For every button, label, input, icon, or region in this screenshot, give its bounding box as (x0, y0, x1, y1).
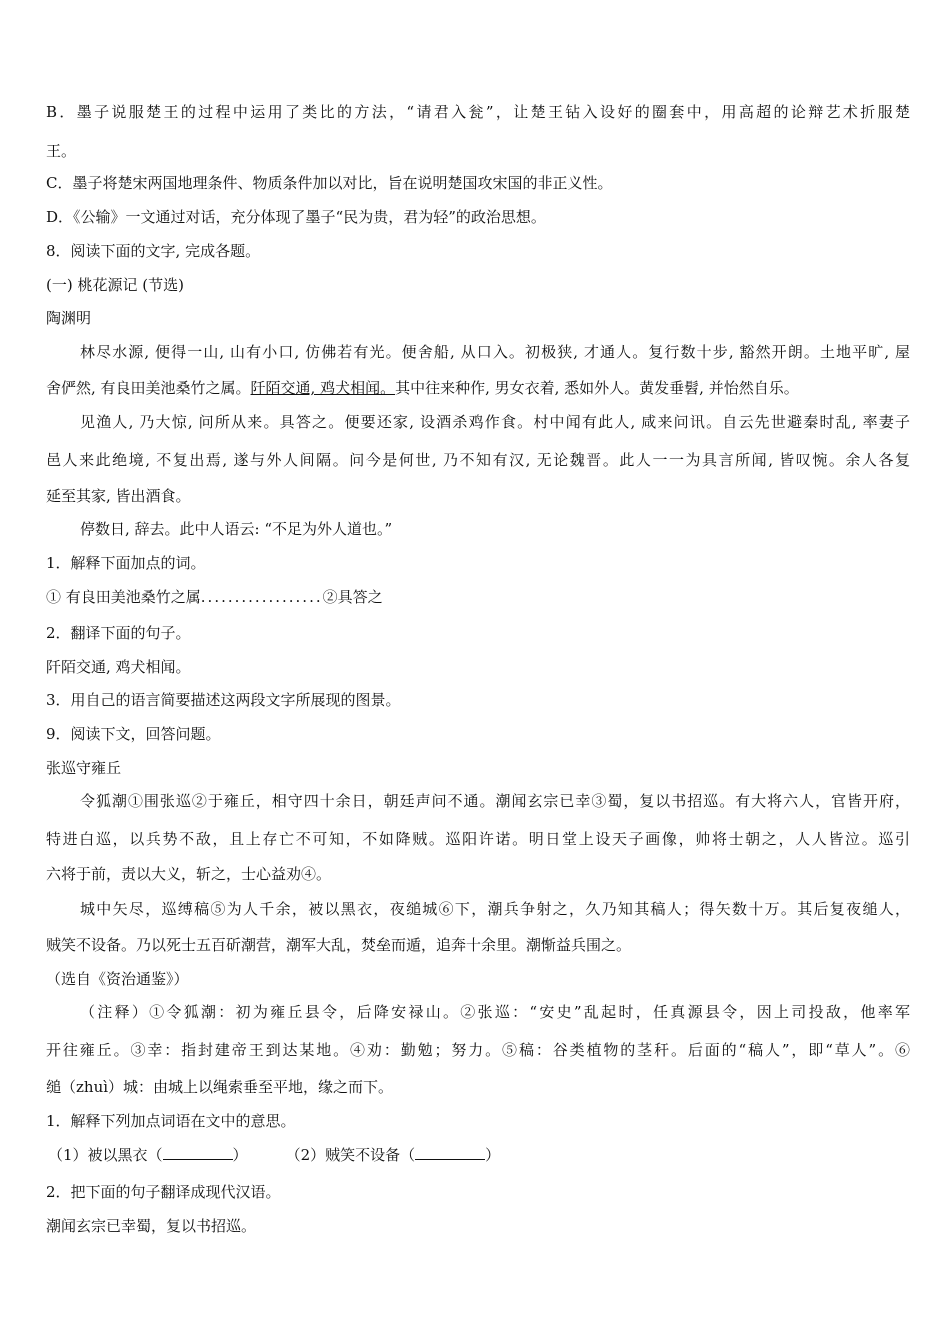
q7-option-b-line1: B．墨子说服楚王的过程中运用了类比的方法，“请君入瓮”，让楚王钻入设好的圈套中，用高超的论辩艺术折服楚 (46, 103, 910, 121)
q9-sub2: 2．把下面的句子翻译成现代汉语。 (46, 1183, 281, 1201)
q9-p1-line1: 令狐潮①围张巡②于雍丘，相守四十余日，朝廷声问不通。潮闻玄宗已幸③蜀，复以书招巡。有大将六人，官皆开府， (80, 792, 910, 810)
q9-notes-line1: （注释）①令狐潮：初为雍丘县令，后降安禄山。②张巡：“安史”乱起时，任真源县令，因上司投敌，他率军 (80, 1003, 910, 1021)
q9-sub1-item2-pre: （2）贼笑不设备（ (285, 1146, 416, 1164)
q9-sub2-sentence: 潮闻玄宗已幸蜀，复以书招巡。 (46, 1217, 257, 1235)
q9-notes-line2: 开往雍丘。③幸：指封建帝王到达某地。④劝：勤勉；努力。⑤稿：谷类植物的茎秆。后面的“稿人”，即“草人”。⑥ (46, 1041, 910, 1059)
q9-source: （选自《资治通鉴》） (46, 970, 189, 988)
q9-p2-line2: 贼笑不设备。乃以死士五百斫潮营，潮军大乱，焚垒而遁，追奔十余里。潮惭益兵围之。 (46, 936, 632, 954)
q8-stem: 8．阅读下面的文字, 完成各题。 (46, 242, 261, 260)
q9-stem: 9．阅读下文，回答问题。 (46, 725, 221, 743)
q9-sub1-item1-post: ） (232, 1146, 248, 1164)
q8-sub3: 3．用自己的语言简要描述这两段文字所展现的图景。 (46, 691, 401, 709)
q8-p1-line2-post: 其中往来种作, 男女衣着, 悉如外人。黄发垂髫, 并怡然自乐。 (395, 379, 799, 397)
q9-p2-line1: 城中矢尽，巡缚稿⑤为人千余，被以黑衣，夜缒城⑥下，潮兵争射之，久乃知其稿人；得矢数十万。其后复夜缒人， (80, 900, 910, 918)
q9-sub1-items (48, 1145, 910, 1165)
q9-sub1-item2-post: ） (485, 1146, 501, 1164)
q8-p1-line2 (46, 378, 910, 398)
q9-p1-line2: 特进白巡，以兵势不敌，且上存亡不可知，不如降贼。巡阳许诺。明日堂上设天子画像，帅将士朝之，人人皆泣。巡引 (46, 830, 910, 848)
q8-p1-line2-pre: 舍俨然, 有良田美池桑竹之属。 (46, 379, 251, 397)
q7-option-d: D．《公输》一文通过对话，充分体现了墨子“民为贵，君为轻”的政治思想。 (46, 208, 546, 226)
q8-section-title: (一) 桃花源记 (节选) (46, 276, 184, 294)
q8-sub2-sentence: 阡陌交通, 鸡犬相闻。 (46, 658, 191, 676)
q9-sub1-item1-blank[interactable] (163, 1145, 233, 1160)
q8-p1-line1: 林尽水源, 便得一山, 山有小口, 仿佛若有光。便舍船, 从口入。初极狭, 才通人。复行数十步, 豁然开朗。土地平旷, 屋 (80, 343, 910, 361)
q8-p2-line1: 见渔人, 乃大惊, 问所从来。具答之。便要还家, 设酒杀鸡作食。村中闻有此人, 咸来问讯。自云先世避秦时乱, 率妻子 (80, 413, 910, 431)
q9-p1-line3: 六将于前，责以大义，斩之，士心益劝④。 (46, 865, 332, 883)
q9-title: 张巡守雍丘 (46, 759, 122, 777)
q9-notes-line3: 缒（zhuì）城：由城上以绳索垂至平地，缘之而下。 (46, 1078, 394, 1096)
q8-sub1-item1: ① 有良田美池桑竹之属 (46, 588, 201, 606)
q8-p2-line3: 延至其家, 皆出酒食。 (46, 487, 191, 505)
q7-option-c: C．墨子将楚宋两国地理条件、物质条件加以对比，旨在说明楚国攻宋国的非正义性。 (46, 174, 613, 192)
q8-sub2: 2．翻译下面的句子。 (46, 624, 191, 642)
q8-sub1-item2: ②具答之 (322, 588, 383, 606)
q9-sub1: 1．解释下列加点词语在文中的意思。 (46, 1112, 296, 1130)
q8-author: 陶渊明 (46, 309, 92, 327)
q9-sub1-item1-pre: （1）被以黑衣（ (48, 1146, 163, 1164)
q8-underlined-sentence: 阡陌交通, 鸡犬相闻。 (250, 379, 396, 397)
q8-p2-line2: 邑人来此绝境, 不复出焉, 遂与外人间隔。问今是何世, 乃不知有汉, 无论魏晋。此人一一为具言所闻, 皆叹惋。余人各复 (46, 451, 910, 469)
q8-p3: 停数日, 辞去。此中人语云: “不足为外人道也。” (80, 520, 393, 538)
q9-sub1-item2-blank[interactable] (415, 1145, 485, 1160)
q8-sub1-dotted-leader: .................. (200, 588, 323, 606)
q8-sub1: 1．解释下面加点的词。 (46, 554, 206, 572)
q7-option-b-line2: 王。 (46, 142, 77, 160)
q8-sub1-items (46, 587, 910, 607)
